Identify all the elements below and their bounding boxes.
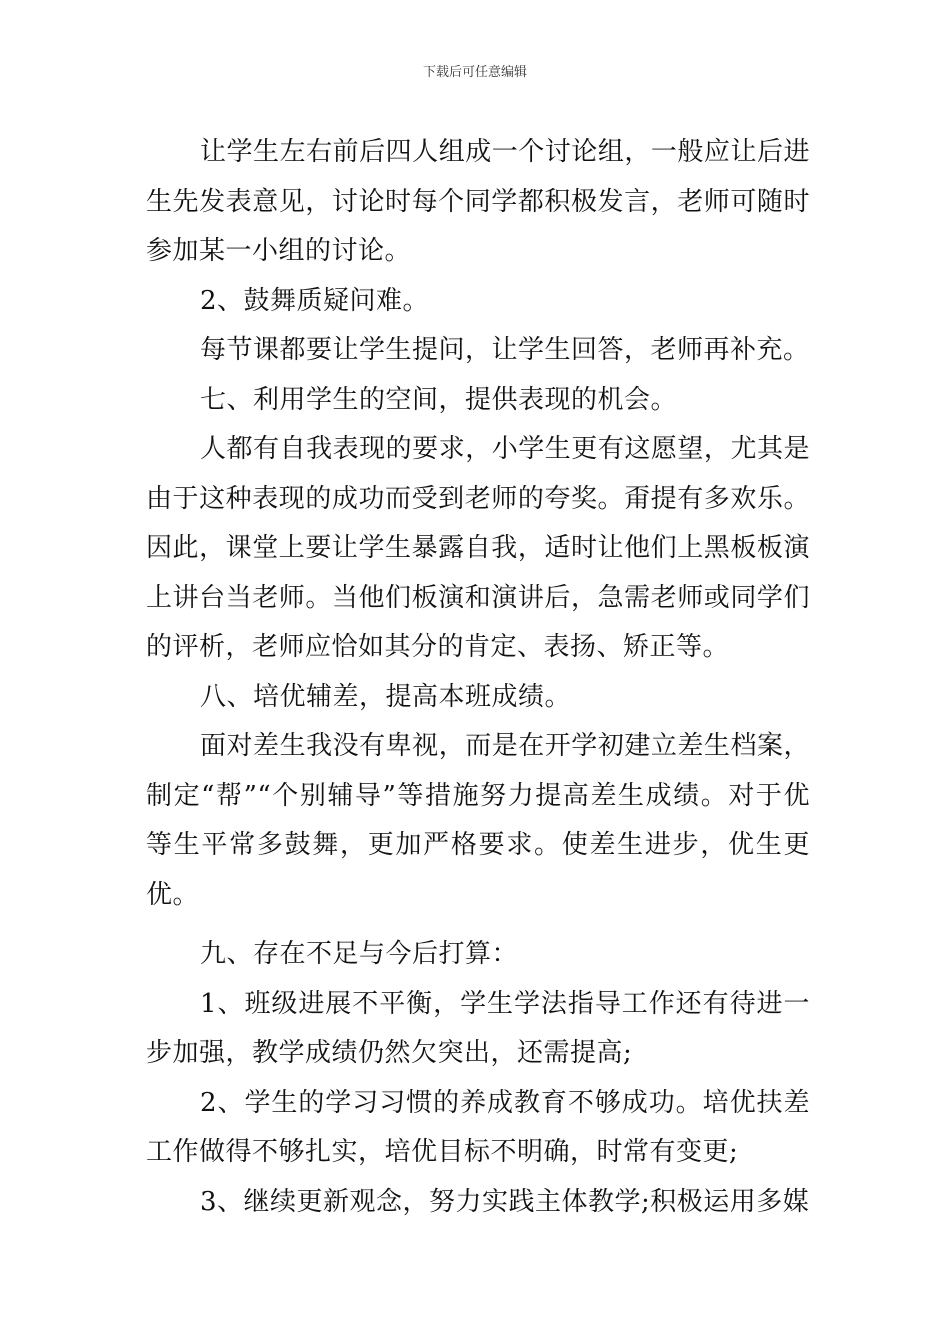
paragraph-plan-three: 3、继续更新观念，努力实践主体教学;积极运用多媒	[200, 1186, 810, 1217]
heading-section-eight: 八、培优辅差，提高本班成绩。	[200, 681, 572, 712]
paragraph-struggling-students: 面对差生我没有卑视，而是在开学初建立差生档案，制定“帮”“个别辅导”等措施努力提高差生成绩。对于优等生平常多鼓舞，更加严格要求。使差生进步，优生更优。	[146, 731, 810, 910]
paragraph-shortcoming-one: 1、班级进展不平衡，学生学法指导工作还有待进一步加强，教学成绩仍然欠突出，还需提高;	[146, 988, 810, 1068]
paragraph-ask-questions: 每节课都要让学生提问，让学生回答，老师再补充。	[200, 335, 810, 365]
heading-section-nine: 九、存在不足与今后打算：	[200, 939, 519, 969]
document-body	[146, 128, 810, 1227]
paragraph-self-expression: 人都有自我表现的要求，小学生更有这愿望，尤其是由于这种表现的成功而受到老师的夸奖。甭提有多欢乐。因此，课堂上要让学生暴露自我，适时让他们上黑板板演上讲台当老师。当他们板演和演讲后，急需老师或同学们的评析，老师应恰如其分的肯定、表扬、矫正等。	[146, 434, 810, 662]
paragraph-discussion-group: 让学生左右前后四人组成一个讨论组，一般应让后进生先发表意见，讨论时每个同学都积极发言，老师可随时参加某一小组的讨论。	[146, 137, 810, 266]
page-header: 下载后可任意编辑	[422, 65, 527, 80]
paragraph-shortcoming-two: 2、学生的学习习惯的养成教育不够成功。培优扶差工作做得不够扎实，培优目标不明确，时常有变更;	[146, 1087, 810, 1167]
paragraph-encourage-questions: 2、鼓舞质疑问难。	[200, 285, 430, 316]
heading-section-seven: 七、利用学生的空间，提供表现的机会。	[200, 384, 678, 415]
